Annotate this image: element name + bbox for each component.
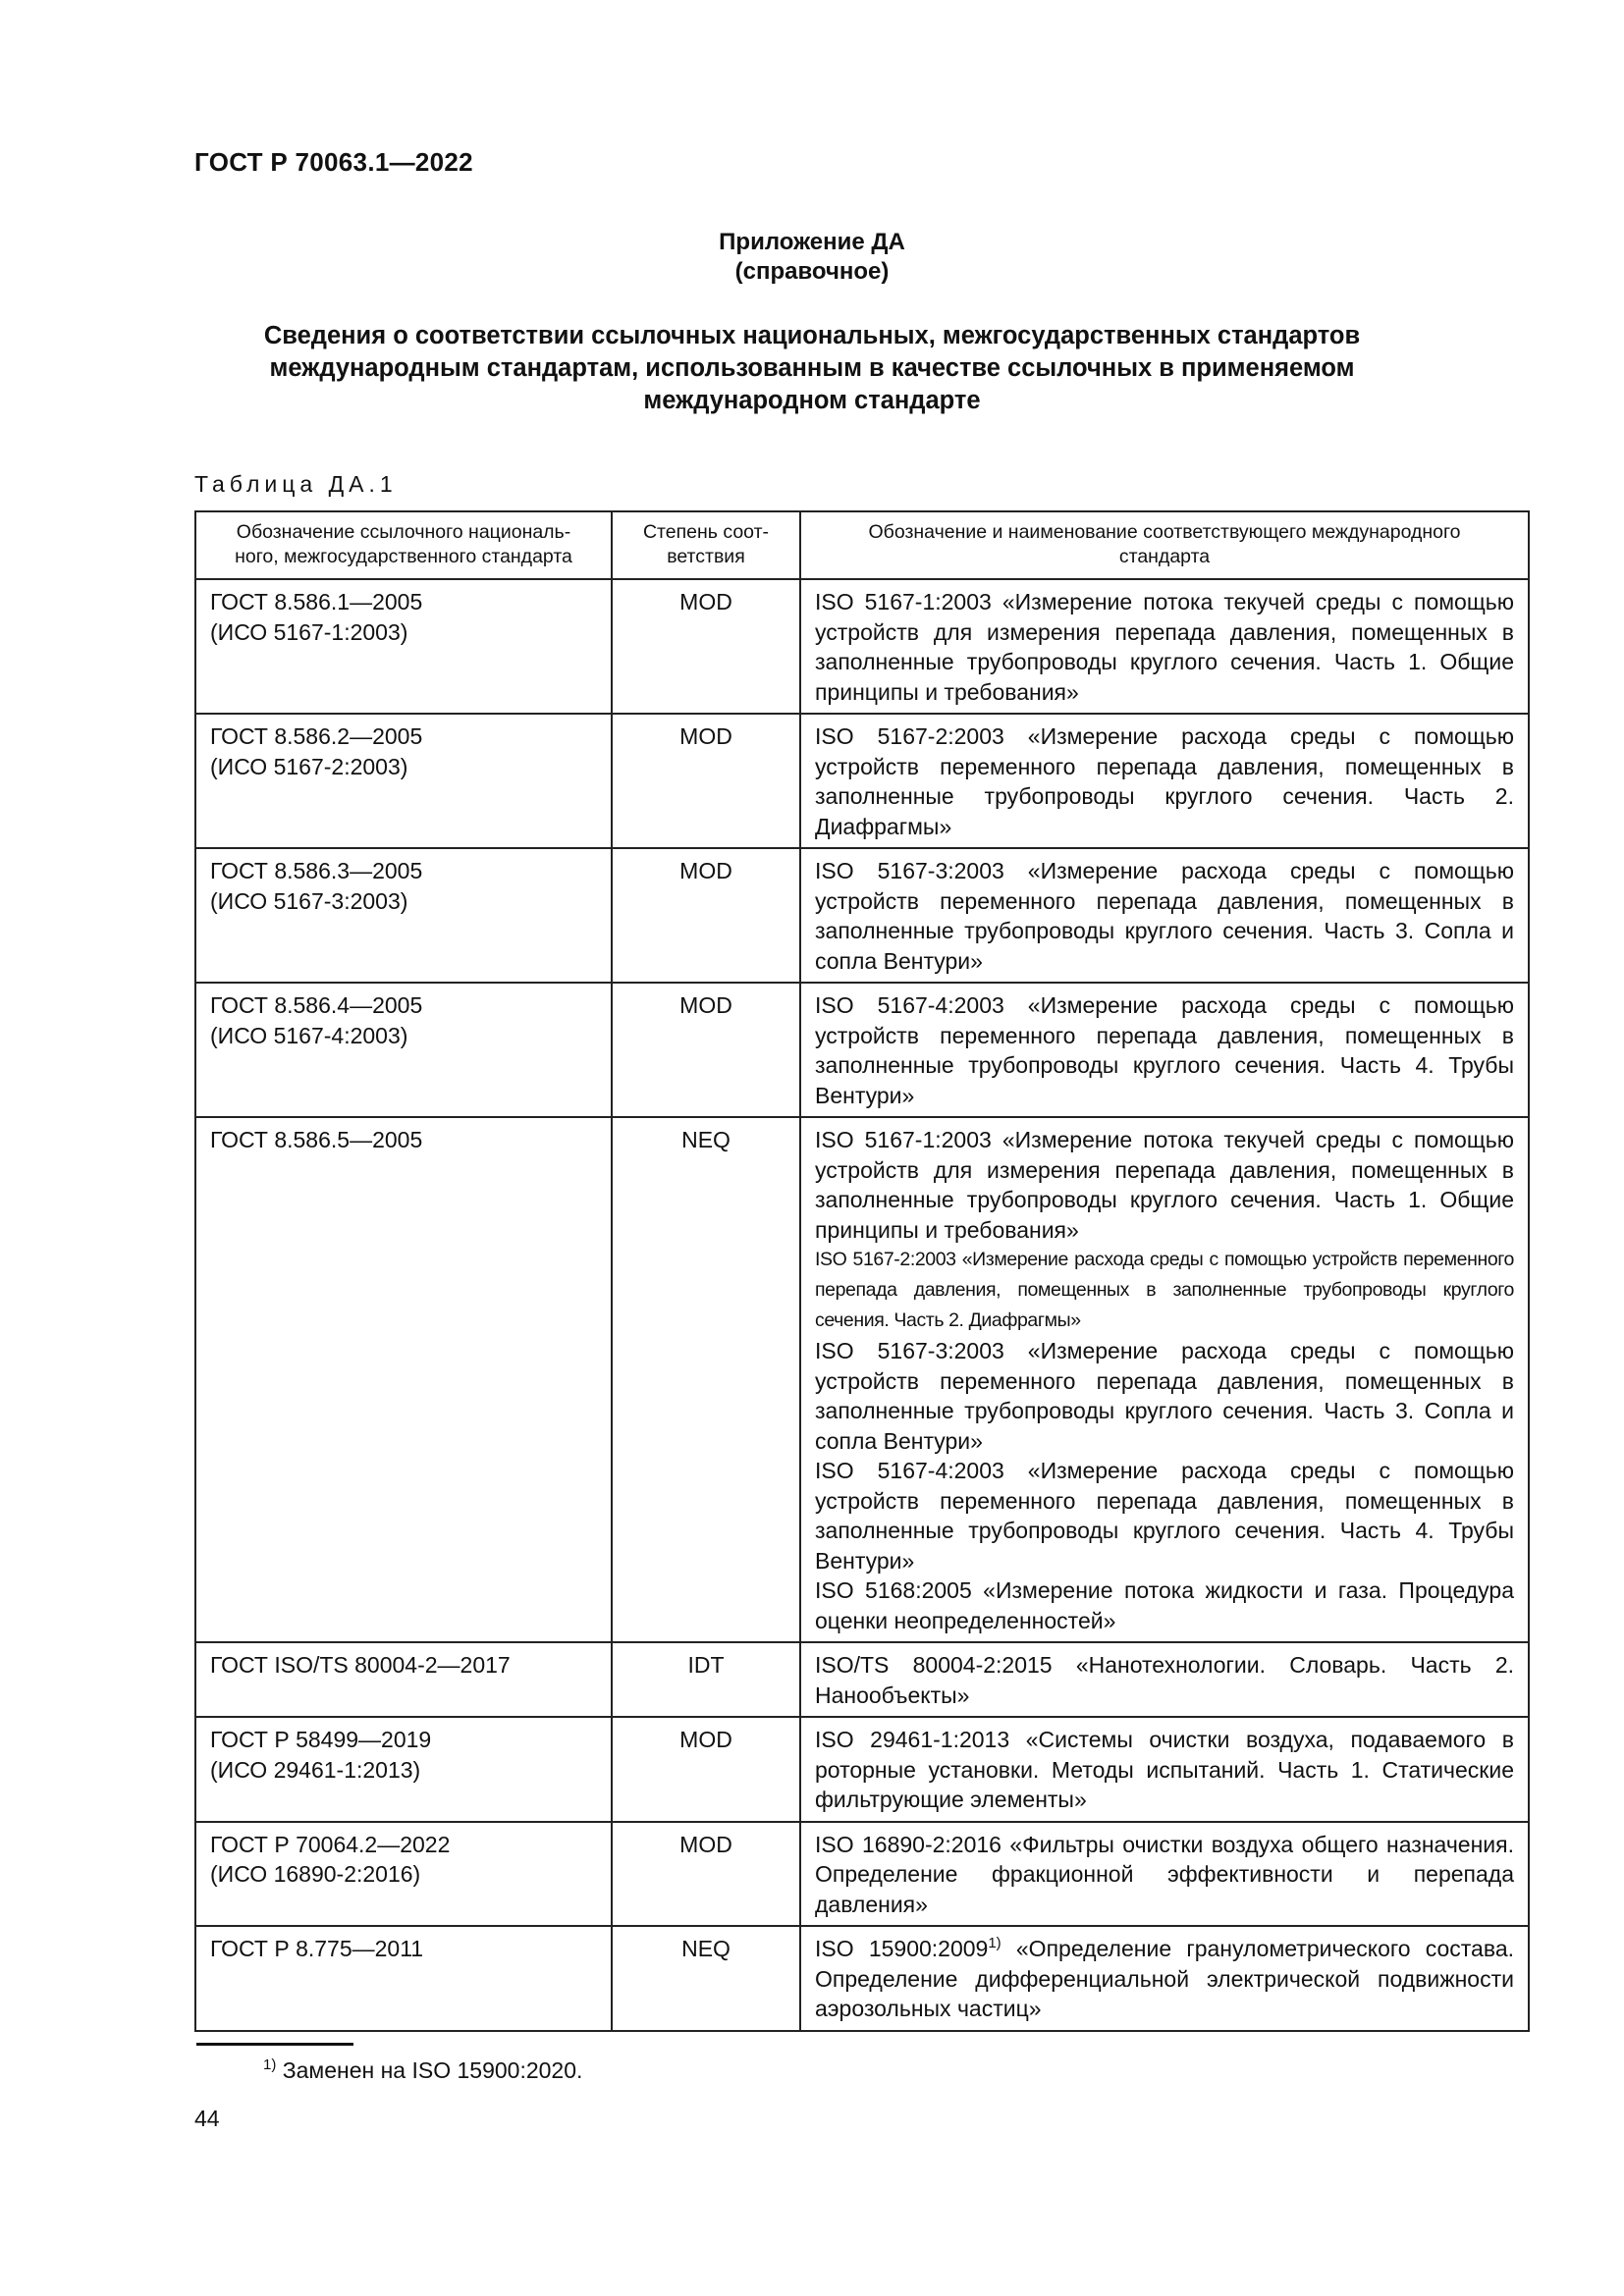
standard-designation-line: ГОСТ Р 58499—2019 — [210, 1727, 432, 1752]
cell-degree: NEQ — [612, 1926, 800, 2031]
reference-code: ISO 15900:2009 — [815, 1936, 989, 1961]
international-standard-reference — [815, 1934, 1514, 2024]
cell-degree: NEQ — [612, 1117, 800, 1642]
international-standard-reference: ISO 29461-1:2013 «Системы очистки воздуха, подаваемого в роторные установки. Методы испытаний. Часть 1. Статические фильтрующие элементы» — [815, 1727, 1514, 1812]
standard-designation-line: ГОСТ Р 70064.2—2022 — [210, 1831, 451, 1857]
international-standard-reference: ISO 5168:2005 «Измерение потока жидкости и газа. Процедура оценки неопределенностей» — [815, 1577, 1514, 1633]
table-row — [195, 1117, 1529, 1642]
cell-national-standard — [195, 579, 612, 714]
footnote — [263, 2057, 582, 2084]
footnote-marker: 1) — [263, 2056, 277, 2073]
cell-degree: IDT — [612, 1642, 800, 1717]
cell-national-standard — [195, 1117, 612, 1642]
annex-title: Приложение ДА — [719, 229, 905, 255]
footnote-reference-marker: 1) — [988, 1935, 1001, 1951]
cell-international-standard — [800, 1822, 1529, 1927]
cell-national-standard — [195, 1717, 612, 1822]
header-line: стандарта — [1118, 546, 1211, 567]
cell-degree: MOD — [612, 1822, 800, 1927]
cell-national-standard — [195, 983, 612, 1117]
reference-title: «Определение гранулометрического состава. Определение дифференциальной электрической подвижности аэрозольных частиц» — [815, 1936, 1514, 2021]
standard-designation-line: (ИСО 5167-1:2003) — [210, 618, 408, 645]
international-standard-reference: ISO 5167-2:2003 «Измерение расхода среды с помощью устройств переменного перепада давления, помещенных в заполненные трубопроводы круглого сечения. Часть 2. Диафрагмы» — [815, 1249, 1514, 1331]
cell-national-standard — [195, 1926, 612, 2031]
cell-degree: MOD — [612, 1717, 800, 1822]
cell-national-standard — [195, 714, 612, 848]
table-row — [195, 848, 1529, 983]
international-standard-reference: ISO 5167-4:2003 «Измерение расхода среды с помощью устройств переменного перепада давления, помещенных в заполненные трубопроводы круглого сечения. Часть 4. Трубы Вентури» — [815, 1458, 1514, 1574]
annex-heading-line: международном стандарте — [643, 387, 981, 414]
standard-designation-line: ГОСТ 8.586.4—2005 — [210, 992, 423, 1018]
header-line: ного, межгосударственного стандарта — [235, 546, 572, 567]
cell-degree: MOD — [612, 714, 800, 848]
header-international-standard — [800, 511, 1529, 579]
header-line: Обозначение и наименование соответствующего международного — [868, 521, 1461, 543]
header-degree — [612, 511, 800, 579]
standard-designation-line: ГОСТ 8.586.1—2005 — [210, 589, 423, 614]
cell-international-standard — [800, 983, 1529, 1117]
cell-international-standard — [800, 1117, 1529, 1642]
table-body — [195, 579, 1529, 2031]
standard-designation-line: ГОСТ 8.586.3—2005 — [210, 858, 423, 883]
table-row — [195, 1642, 1529, 1717]
standard-designation-line: ГОСТ 8.586.5—2005 — [210, 1127, 423, 1152]
table-row — [195, 1717, 1529, 1822]
table-caption: Таблица ДА.1 — [194, 471, 398, 497]
cell-international-standard — [800, 1717, 1529, 1822]
annex-heading-line: международным стандартам, использованным в качестве ссылочных в применяемом — [269, 354, 1355, 382]
table-row — [195, 1822, 1529, 1927]
correspondence-table — [194, 510, 1530, 2032]
standard-designation-line: (ИСО 29461-1:2013) — [210, 1756, 421, 1783]
table-row — [195, 983, 1529, 1117]
annex-heading — [216, 320, 1408, 417]
international-standard-reference: ISO 5167-1:2003 «Измерение потока текучей среды с помощью устройств для измерения перепада давления, помещенных в заполненные трубопроводы круглого сечения. Часть 1. Общие принципы и требования» — [815, 589, 1514, 705]
international-standard-reference: ISO/TS 80004-2:2015 «Нанотехнологии. Словарь. Часть 2. Нанообъекты» — [815, 1652, 1514, 1708]
standard-designation-line: (ИСО 5167-4:2003) — [210, 1022, 408, 1048]
document-id: ГОСТ Р 70063.1—2022 — [194, 147, 473, 177]
table-row — [195, 1926, 1529, 2031]
cell-national-standard — [195, 1642, 612, 1717]
cell-degree: MOD — [612, 983, 800, 1117]
cell-international-standard — [800, 1642, 1529, 1717]
cell-international-standard — [800, 714, 1529, 848]
international-standard-reference: ISO 5167-1:2003 «Измерение потока текучей среды с помощью устройств для измерения перепада давления, помещенных в заполненные трубопроводы круглого сечения. Часть 1. Общие принципы и требования» — [815, 1127, 1514, 1243]
cell-national-standard — [195, 1822, 612, 1927]
standard-designation-line: (ИСО 5167-3:2003) — [210, 887, 408, 914]
table-row — [195, 714, 1529, 848]
annex-type: (справочное) — [734, 258, 890, 285]
page-number: 44 — [194, 2106, 220, 2131]
table-row — [195, 579, 1529, 714]
cell-international-standard — [800, 579, 1529, 714]
footnote-text: Заменен на ISO 15900:2020. — [276, 2057, 583, 2083]
international-standard-reference: ISO 5167-2:2003 «Измерение расхода среды с помощью устройств переменного перепада давления, помещенных в заполненные трубопроводы круглого сечения. Часть 2. Диафрагмы» — [815, 723, 1514, 839]
header-national-standard — [195, 511, 612, 579]
standard-designation-line: ГОСТ Р 8.775—2011 — [210, 1936, 424, 1961]
cell-national-standard — [195, 848, 612, 983]
international-standard-reference: ISO 5167-3:2003 «Измерение расхода среды с помощью устройств переменного перепада давления, помещенных в заполненные трубопроводы круглого сечения. Часть 3. Сопла и сопла Вентури» — [815, 1338, 1514, 1454]
header-line: ветствия — [667, 546, 745, 567]
international-standard-reference: ISO 5167-4:2003 «Измерение расхода среды с помощью устройств переменного перепада давления, помещенных в заполненные трубопроводы круглого сечения. Часть 4. Трубы Вентури» — [815, 992, 1514, 1108]
international-standard-reference: ISO 16890-2:2016 «Фильтры очистки воздуха общего назначения. Определение фракционной эффективности и перепада давления» — [815, 1831, 1514, 1917]
annex-heading-line: Сведения о соответствии ссылочных национальных, межгосударственных стандартов — [263, 322, 1361, 349]
standard-designation-line: (ИСО 16890-2:2016) — [210, 1861, 421, 1887]
cell-degree: MOD — [612, 848, 800, 983]
cell-international-standard — [800, 1926, 1529, 2031]
header-line: Обозначение ссылочного националь- — [236, 521, 571, 543]
footnote-separator — [196, 2043, 353, 2046]
international-standard-reference: ISO 5167-3:2003 «Измерение расхода среды с помощью устройств переменного перепада давления, помещенных в заполненные трубопроводы круглого сечения. Часть 3. Сопла и сопла Вентури» — [815, 858, 1514, 974]
table-header-row — [195, 511, 1529, 579]
standard-designation-line: ГОСТ ISO/TS 80004-2—2017 — [210, 1652, 511, 1678]
standard-designation-line: (ИСО 5167-2:2003) — [210, 753, 408, 779]
standard-designation-line: ГОСТ 8.586.2—2005 — [210, 723, 423, 749]
cell-degree: MOD — [612, 579, 800, 714]
header-line: Степень соот- — [642, 521, 770, 543]
cell-international-standard — [800, 848, 1529, 983]
